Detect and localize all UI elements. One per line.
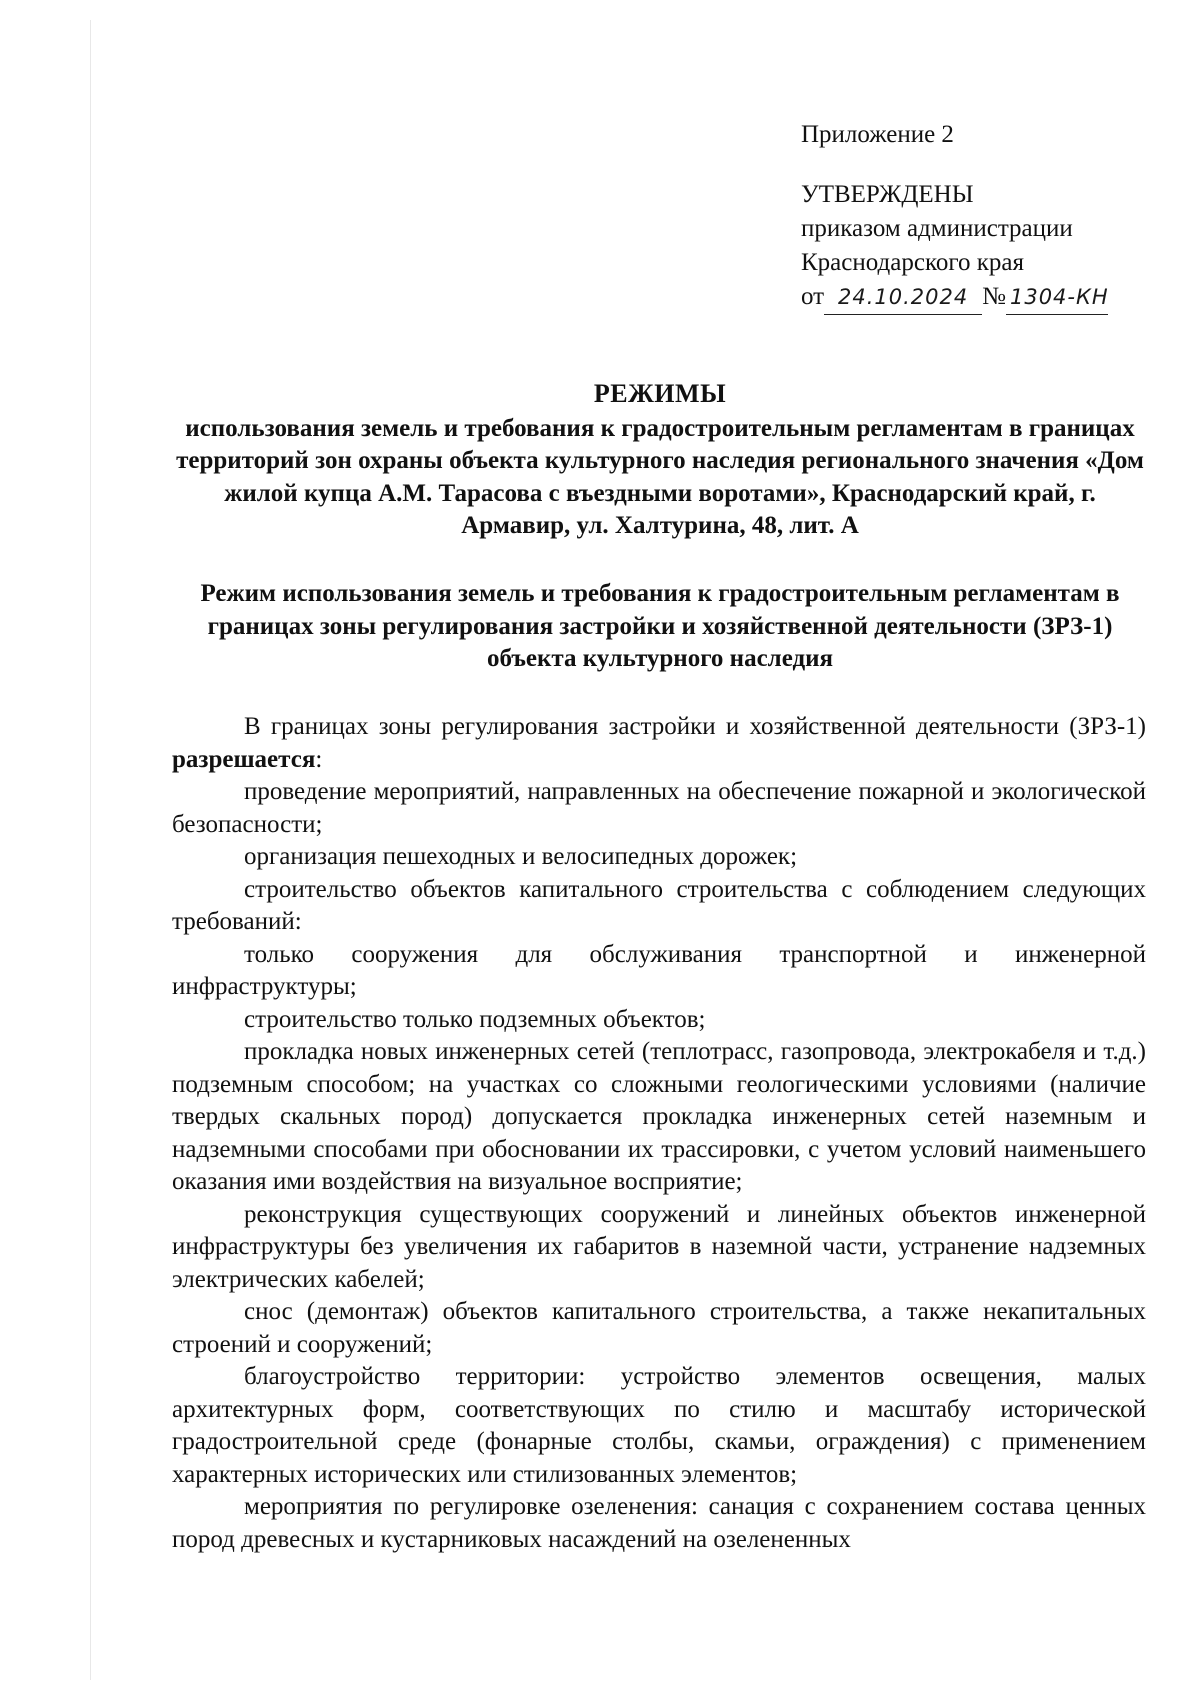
handwritten-date: 24.10.2024 — [824, 280, 982, 315]
intro-tail: : — [315, 745, 323, 773]
list-item: мероприятия по регулировке озеленения: санация с сохранением состава ценных пород древесных и кустарниковых насаждений на озелененных — [172, 1493, 1146, 1553]
approved-heading: УТВЕРЖДЕНЫ — [801, 181, 974, 208]
list-item: благоустройство территории: устройство элементов освещения, малых архитектурных форм, соответствующих по стилю и масштабу исторической градостроительной среде (фонарные столбы, скамьи, ограждения) с применением характерных исторических или стилизованных элементов; — [172, 1363, 1146, 1488]
intro-text: В границах зоны регулирования застройки и хозяйственной деятельности (ЗРЗ-1) — [244, 713, 1146, 740]
spacer — [801, 152, 1141, 178]
section-heading: Режим использования земель и требования к градостроительным регламентам в границах зоны регулирования застройки и хозяйственной деятельности (ЗРЗ-1) объекта культурного наследия — [200, 580, 1120, 672]
approval-block — [801, 118, 1141, 315]
document-body — [172, 711, 1146, 1556]
list-item: прокладка новых инженерных сетей (теплотрасс, газопровода, электрокабеля и т.д.) подземным способом; на участках со сложными геологическими условиями (наличие твердых скальных пород) допускается прокладка инженерных сетей наземным и надземными способами при обосновании их трассировки, с учетом условий наименьшего оказания ими воздействия на визуальное восприятие; — [172, 1038, 1146, 1195]
list-item: только сооружения для обслуживания транспортной и инженерной инфраструктуры; — [172, 940, 1146, 1000]
approval-line-1: приказом администрации — [801, 215, 1073, 242]
list-item: организация пешеходных и велосипедных дорожек; — [244, 843, 798, 870]
list-item: реконструкция существующих сооружений и линейных объектов инженерной инфраструктуры без увеличения их габаритов в наземной части, устранение надземных электрических кабелей; — [172, 1200, 1146, 1293]
from-label: от — [801, 283, 825, 310]
approval-line-2: Краснодарского края — [801, 249, 1024, 276]
list-item: проведение мероприятий, направленных на обеспечение пожарной и экологической безопасности; — [172, 778, 1146, 838]
handwritten-number: 1304-КН — [1006, 280, 1108, 315]
appendix-label: Приложение 2 — [801, 121, 954, 148]
intro-paragraph — [172, 711, 1146, 776]
list-item: строительство объектов капитального строительства с соблюдением следующих требований: — [172, 875, 1146, 935]
order-date-number-line — [801, 280, 1141, 315]
scan-edge-line — [90, 20, 91, 1680]
intro-bold: разрешается — [172, 745, 316, 773]
list-item: снос (демонтаж) объектов капитального строительства, а также некапитальных строений и сооружений; — [172, 1298, 1146, 1358]
document-title — [170, 378, 1150, 543]
list-item: строительство только подземных объектов; — [244, 1005, 706, 1033]
number-label: № — [982, 283, 1006, 310]
title-main: РЕЖИМЫ — [593, 379, 727, 408]
title-subtitle: использования земель и требования к градостроительным регламентам в границах территорий зон охраны объекта культурного наследия регионального значения «Дом жилой купца А.М. Тарасова с въездными воротами», Краснодарский край, г. Армавир, ул. Халтурина, 48, лит. А — [176, 414, 1144, 539]
